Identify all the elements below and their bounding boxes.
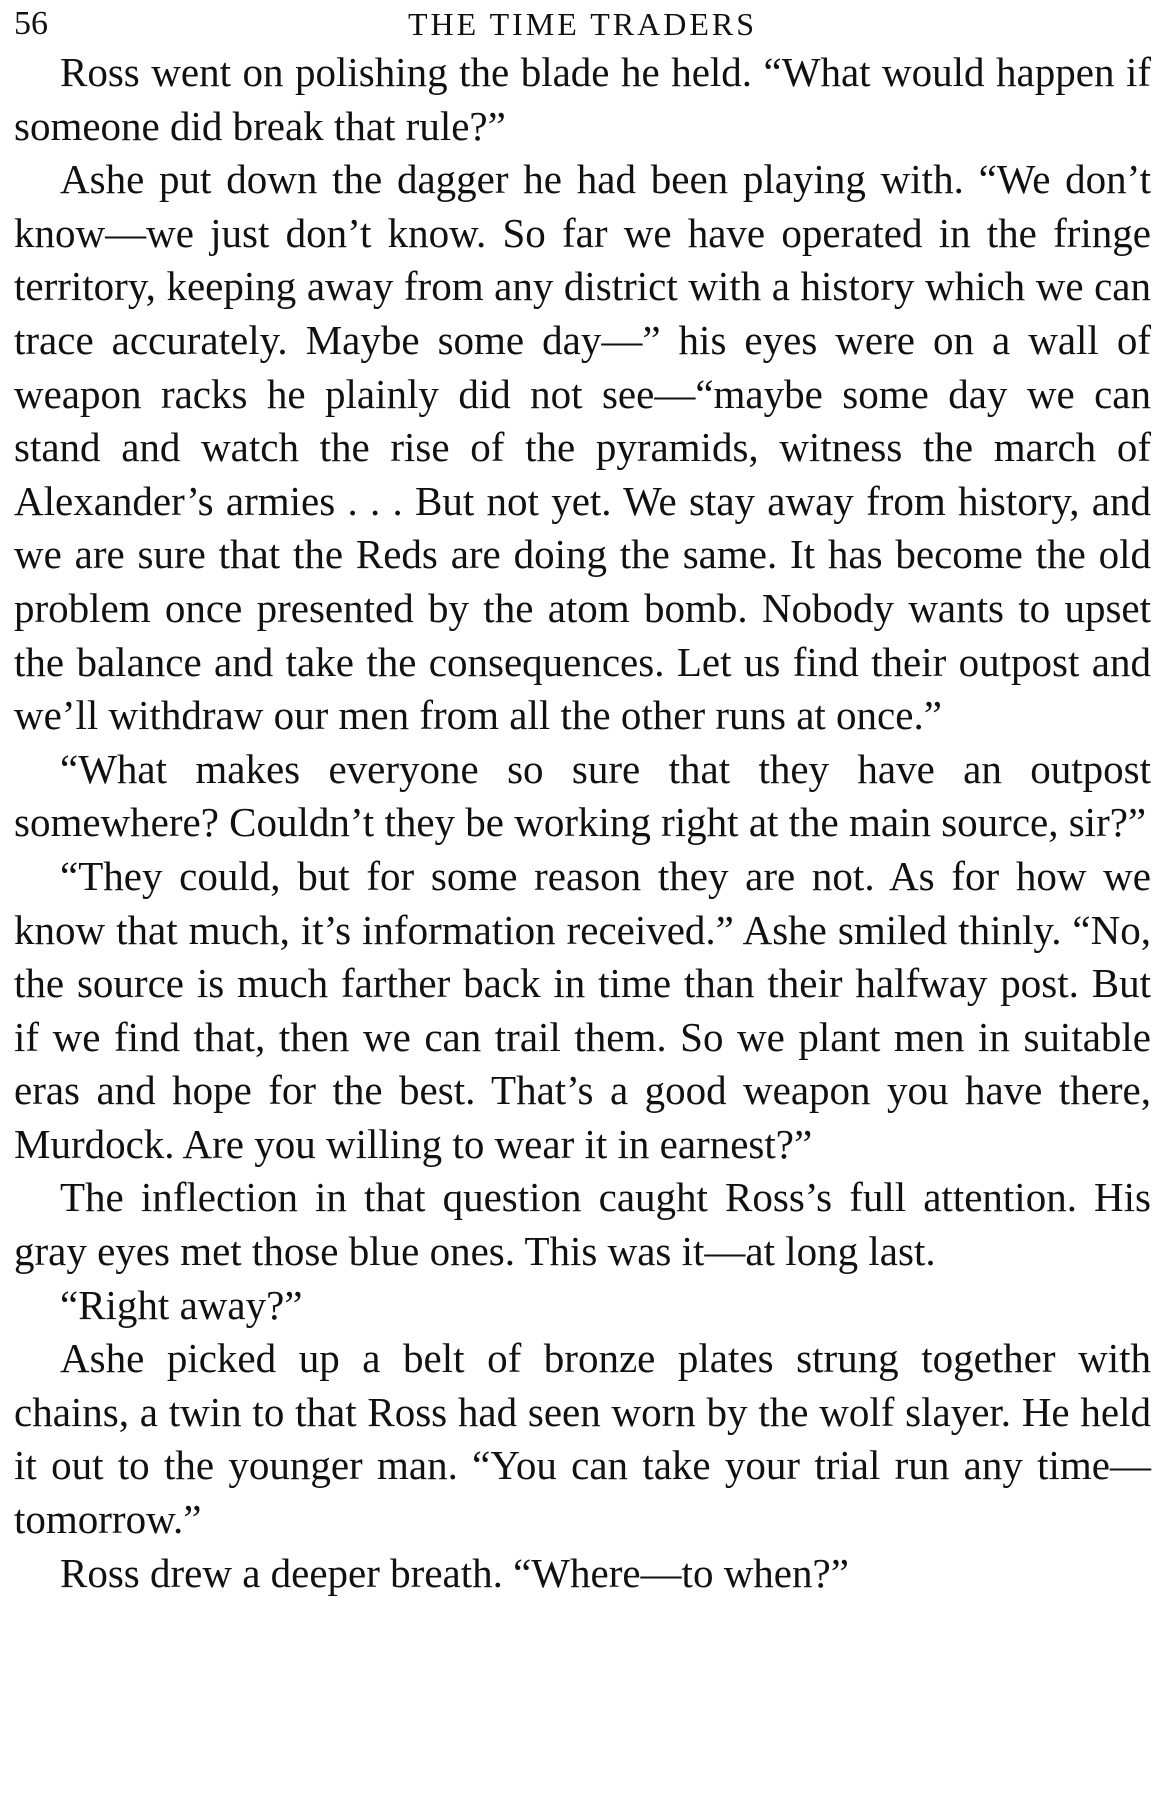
page-number: 56 xyxy=(14,5,48,42)
running-head: THE TIME TRADERS xyxy=(407,6,758,42)
paragraph: “They could, but for some reason they are not. As for how we know that much, it’s information received.” Ashe smiled thinly. “No, the source is much farther back in time than their halfway post. But if we find that, then we can trail them. So we plant men in suitable eras and hope for the best. That’s a good weapon you have there, Murdock. Are you willing to wear it in earnest?” xyxy=(14,852,1151,1167)
page-header xyxy=(14,0,1151,46)
paragraph: The inflection in that question caught Ross’s full attention. His gray eyes met those blue ones. This was it—at long last. xyxy=(14,1174,1151,1275)
paragraph: Ross went on polishing the blade he held. “What would happen if someone did break that rule?” xyxy=(14,49,1151,149)
paragraph: Ross drew a deeper breath. “Where—to when?” xyxy=(60,1549,849,1596)
paragraph: Ashe picked up a belt of bronze plates strung together with chains, a twin to that Ross had seen worn by the wolf slayer. He held it out to the younger man. “You can take your trial run any time—tomorrow.” xyxy=(14,1335,1151,1543)
paragraph: “Right away?” xyxy=(60,1281,303,1328)
body-text xyxy=(14,46,1151,1600)
paragraph: Ashe put down the dagger he had been playing with. “We don’t know—we just don’t know. So far we have operated in the fringe territory, keeping away from any district with a history which we can trace accurately. Maybe some day—” his eyes were on a wall of weapon racks he plainly did not see—“maybe some day we can stand and watch the rise of the pyramids, witness the march of Alexander’s armies . . . But not yet. We stay away from history, and we are sure that the Reds are doing the same. It has become the old problem once presented by the atom bomb. Nobody wants to upset the balance and take the consequences. Let us find their outpost and we’ll withdraw our men from all the other runs at once.” xyxy=(14,156,1151,739)
paragraph: “What makes everyone so sure that they have an outpost somewhere? Couldn’t they be working right at the main source, sir?” xyxy=(14,745,1151,846)
